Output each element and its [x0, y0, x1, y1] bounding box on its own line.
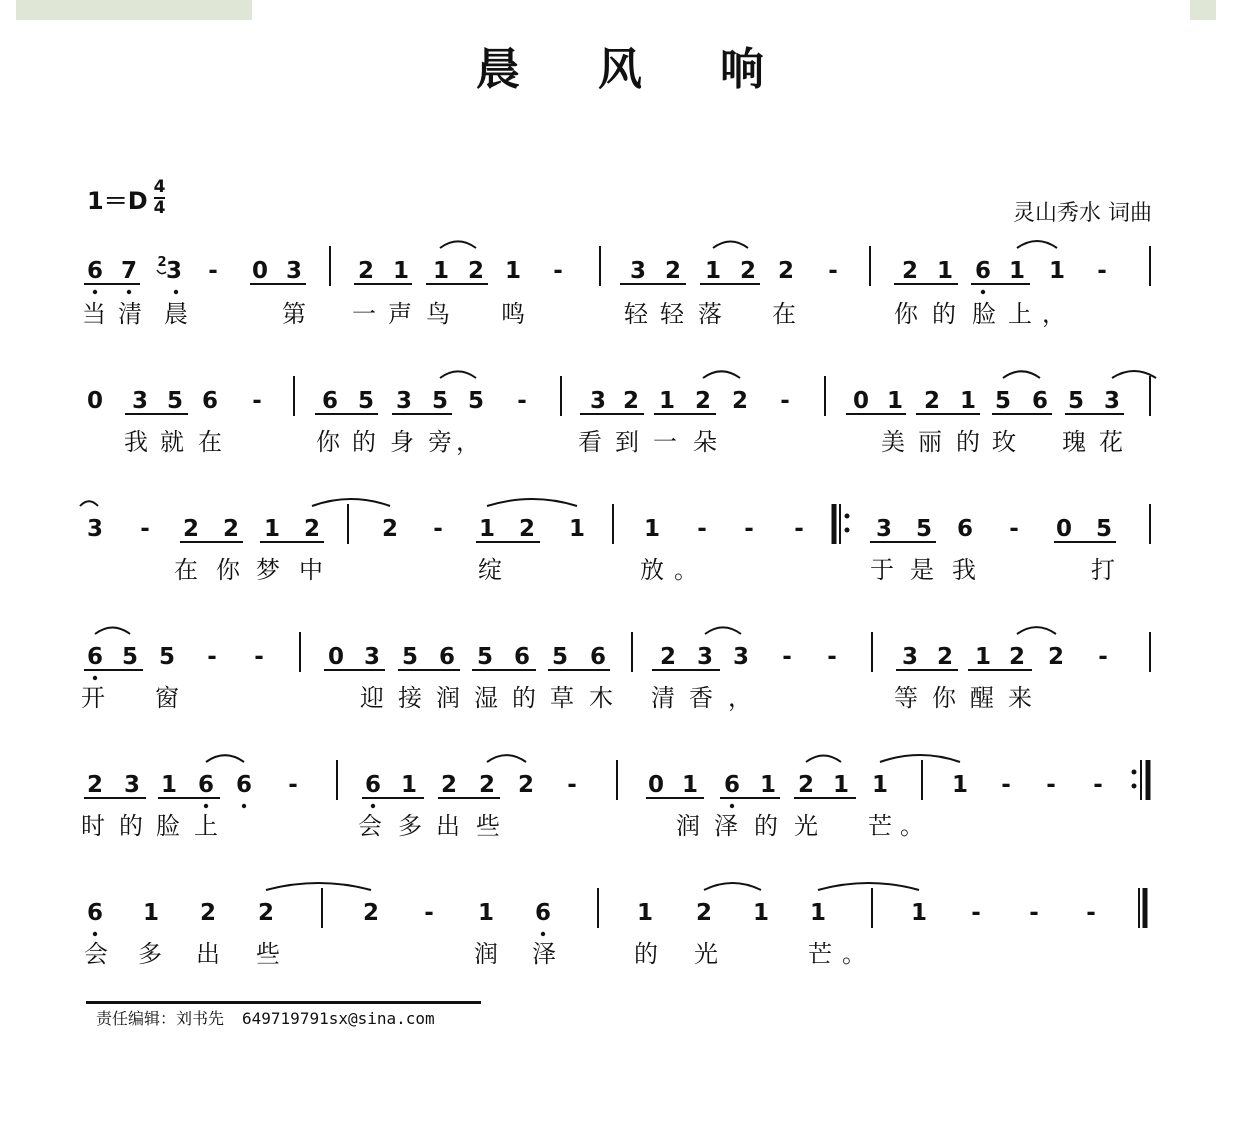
note-digit: 3 — [131, 388, 149, 414]
note-dash: - — [207, 644, 217, 670]
key-label: 1＝D — [87, 186, 148, 215]
tie-arc — [880, 755, 960, 762]
note-digit: 2 — [901, 258, 919, 284]
low-octave-dot — [204, 804, 208, 808]
note-digit: 0 — [1055, 516, 1073, 542]
lyric-char: 清 — [118, 300, 142, 328]
note-dash: - — [553, 258, 563, 284]
lyric-char: ， — [1042, 300, 1066, 328]
note-digit: 2 — [182, 516, 200, 542]
lyric-char: 光 — [694, 940, 718, 968]
lyric-char: 开 — [81, 684, 105, 712]
lyric-char: 在 — [174, 556, 198, 584]
note-dash: - — [697, 516, 707, 542]
lyric-char: ， — [456, 428, 480, 456]
note-digit: 5 — [401, 644, 419, 670]
lyric-char: 。 — [674, 556, 698, 584]
note-digit: 2 — [777, 258, 795, 284]
note-digit: 2 — [357, 258, 375, 284]
editor-credit — [96, 1006, 435, 1029]
lyric-char: 湿 — [474, 684, 498, 712]
lyric-char: 上 — [1008, 300, 1032, 328]
note-digit: 0 — [327, 644, 345, 670]
tie-arc — [487, 755, 526, 762]
lyric-char: 当 — [82, 300, 106, 328]
note-digit: 1 — [643, 516, 661, 542]
note-dash: - — [1046, 772, 1056, 798]
lyric-char: 瑰 — [1062, 428, 1086, 456]
note-digit: 3 — [629, 258, 647, 284]
lyric-char: 。 — [900, 812, 924, 840]
lyric-char: 玫 — [992, 428, 1016, 456]
lyric-char: 会 — [84, 940, 108, 968]
tie-arc — [704, 883, 761, 890]
note-dash: - — [252, 388, 262, 414]
note-digit: 2 — [797, 772, 815, 798]
lyric-char: 轻 — [624, 300, 648, 328]
lyric-char: 朵 — [693, 428, 717, 456]
repeat-dot — [1132, 770, 1137, 775]
note-digit: 1 — [951, 772, 969, 798]
lyric-char: 润 — [676, 812, 700, 840]
lyric-char: 就 — [160, 428, 184, 456]
note-digit: 1 — [263, 516, 281, 542]
note-dash: - — [828, 258, 838, 284]
note-digit: 6 — [86, 900, 104, 926]
tie-arc — [206, 755, 244, 762]
note-digit: 0 — [86, 388, 104, 414]
lyric-char: 你 — [316, 428, 340, 456]
repeat-dot — [845, 514, 850, 519]
lyric-char: 在 — [772, 300, 796, 328]
note-digit: 2 — [923, 388, 941, 414]
note-digit: 5 — [158, 644, 176, 670]
lyric-char: 到 — [615, 428, 639, 456]
note-digit: 1 — [809, 900, 827, 926]
note-digit: 3 — [395, 388, 413, 414]
lyric-char: 的 — [956, 428, 980, 456]
note-digit: 2 — [199, 900, 217, 926]
lyric-char: 多 — [138, 940, 162, 968]
lyric-char: 放 — [640, 556, 664, 584]
note-dash: - — [567, 772, 577, 798]
note-dash: - — [1086, 900, 1096, 926]
note-digit: 2 — [467, 258, 485, 284]
lyric-char: 芒 — [868, 812, 892, 840]
lyric-char: 声 — [388, 300, 412, 328]
note-digit: 1 — [400, 772, 418, 798]
note-digit: 1 — [871, 772, 889, 798]
lyric-char: 的 — [754, 812, 778, 840]
footer-rule — [86, 1001, 481, 1004]
note-digit: 5 — [467, 388, 485, 414]
tie-arc — [818, 883, 919, 890]
low-octave-dot — [242, 804, 246, 808]
lyric-char: 脸 — [156, 812, 180, 840]
lyric-char: 润 — [474, 940, 498, 968]
note-digit: 2 — [1047, 644, 1065, 670]
note-digit: 3 — [86, 516, 104, 542]
note-digit: 6 — [956, 516, 974, 542]
lyric-char: 是 — [910, 556, 934, 584]
note-digit: 1 — [959, 388, 977, 414]
note-digit: 1 — [636, 900, 654, 926]
note-digit: 6 — [723, 772, 741, 798]
time-signature-top: 4 — [153, 177, 166, 197]
lyric-char: 于 — [870, 556, 894, 584]
note-digit: 3 — [285, 258, 303, 284]
note-digit: 2 — [222, 516, 240, 542]
note-digit: 3 — [363, 644, 381, 670]
tie-arc — [703, 371, 740, 378]
note-digit: 6 — [86, 258, 104, 284]
lyric-char: 润 — [436, 684, 460, 712]
note-digit: 3 — [696, 644, 714, 670]
note-digit: 2 — [695, 900, 713, 926]
note-dash: - — [794, 516, 804, 542]
note-digit: 5 — [121, 644, 139, 670]
repeat-dot — [1132, 784, 1137, 789]
lyric-char: ， — [728, 684, 752, 712]
lyric-char: 脸 — [972, 300, 996, 328]
note-dash: - — [424, 900, 434, 926]
note-digit: 6 — [364, 772, 382, 798]
note-digit: 2 — [478, 772, 496, 798]
note-digit: 5 — [431, 388, 449, 414]
note-dash: - — [208, 258, 218, 284]
note-digit: 1 — [658, 388, 676, 414]
note-digit: 1 — [142, 900, 160, 926]
note-digit: 5 — [476, 644, 494, 670]
lyric-char: 香 — [689, 684, 713, 712]
note-digit: 1 — [568, 516, 586, 542]
note-digit: 2 — [622, 388, 640, 414]
lyric-char: 一 — [352, 300, 376, 328]
lyric-char: 的 — [352, 428, 376, 456]
lyric-char: 晨 — [164, 300, 188, 328]
note-digit: 2 — [731, 388, 749, 414]
lyric-char: 鸣 — [501, 300, 525, 328]
editor-email: 649719791sx@sina.com — [242, 1009, 435, 1028]
note-digit: 6 — [86, 644, 104, 670]
note-digit: 6 — [589, 644, 607, 670]
note-digit: 1 — [886, 388, 904, 414]
note-digit: 1 — [432, 258, 450, 284]
tie-arc — [80, 501, 98, 506]
note-digit: 5 — [1095, 516, 1113, 542]
lyric-char: 来 — [1008, 684, 1032, 712]
note-digit: 2 — [936, 644, 954, 670]
time-signature-bottom: 4 — [153, 198, 166, 218]
lyric-char: 些 — [476, 812, 500, 840]
note-digit: 2 — [517, 772, 535, 798]
tie-arc — [487, 499, 577, 506]
note-dash: - — [1009, 516, 1019, 542]
lyric-char: 身 — [390, 428, 414, 456]
lyric-char: 绽 — [478, 556, 502, 584]
editor-label: 责任编辑：刘书先 — [96, 1009, 225, 1028]
note-digit: 1 — [392, 258, 410, 284]
note-digit: 6 — [197, 772, 215, 798]
repeat-dot — [845, 528, 850, 533]
note-dash: - — [254, 644, 264, 670]
note-digit: 6 — [534, 900, 552, 926]
note-digit: 3 — [732, 644, 750, 670]
note-digit: 6 — [513, 644, 531, 670]
note-digit: 6 — [974, 258, 992, 284]
lyric-char: 的 — [119, 812, 143, 840]
lyric-char: 轻 — [660, 300, 684, 328]
lyric-char: 你 — [894, 300, 918, 328]
note-digit: 5 — [357, 388, 375, 414]
song-title: 晨风响 — [476, 44, 842, 95]
lyric-char: 草 — [550, 684, 574, 712]
tie-arc — [713, 242, 748, 249]
lyric-char: 梦 — [256, 556, 280, 584]
note-digit: 1 — [704, 258, 722, 284]
note-digit: 0 — [647, 772, 665, 798]
tie-arc — [440, 371, 476, 378]
lyric-char: 中 — [299, 556, 323, 584]
lyric-char: 清 — [651, 684, 675, 712]
note-digit: 3 — [165, 258, 183, 284]
tie-arc — [806, 756, 841, 763]
lyric-char: 你 — [932, 684, 956, 712]
lyric-char: 的 — [634, 940, 658, 968]
tie-arc — [1017, 627, 1056, 634]
tie-arc — [95, 628, 130, 635]
note-digit: 2 — [1008, 644, 1026, 670]
note-digit: 3 — [123, 772, 141, 798]
note-digit: 5 — [166, 388, 184, 414]
note-digit: 2 — [303, 516, 321, 542]
lyric-char: 出 — [196, 940, 220, 968]
note-digit: 6 — [438, 644, 456, 670]
note-digit: 1 — [1048, 258, 1066, 284]
note-digit: 1 — [681, 772, 699, 798]
note-digit: 5 — [551, 644, 569, 670]
lyric-char: 在 — [198, 428, 222, 456]
note-dash: - — [782, 644, 792, 670]
lyric-char: 些 — [256, 940, 280, 968]
note-digit: 3 — [875, 516, 893, 542]
lyric-char: 光 — [794, 812, 818, 840]
note-digit: 6 — [201, 388, 219, 414]
note-digit: 2 — [86, 772, 104, 798]
lyric-char: 泽 — [714, 812, 738, 840]
lyric-char: 一 — [653, 428, 677, 456]
lyric-char: 看 — [578, 428, 602, 456]
note-digit: 1 — [478, 516, 496, 542]
note-digit: 2 — [739, 258, 757, 284]
tie-arc — [266, 883, 371, 890]
lyric-char: 时 — [81, 812, 105, 840]
note-digit: 2 — [664, 258, 682, 284]
note-dash: - — [971, 900, 981, 926]
grace-note-slur — [157, 270, 166, 274]
note-dash: - — [780, 388, 790, 414]
lyric-char: 上 — [194, 812, 218, 840]
lyric-char: 你 — [216, 556, 240, 584]
note-digit: 6 — [1031, 388, 1049, 414]
note-digit: 2 — [518, 516, 536, 542]
grace-note: 2 — [157, 255, 167, 270]
note-digit: 3 — [901, 644, 919, 670]
note-digit: 1 — [504, 258, 522, 284]
lyric-char: 多 — [398, 812, 422, 840]
lyric-char: 醒 — [970, 684, 994, 712]
lyric-char: 泽 — [532, 940, 556, 968]
lyric-char: 第 — [282, 300, 306, 328]
note-digit: 2 — [440, 772, 458, 798]
note-dash: - — [827, 644, 837, 670]
lyric-char: 丽 — [918, 428, 942, 456]
note-digit: 1 — [759, 772, 777, 798]
note-dash: - — [1001, 772, 1011, 798]
lyric-char: 迎 — [360, 684, 384, 712]
note-dash: - — [433, 516, 443, 542]
note-dash: - — [517, 388, 527, 414]
note-digit: 7 — [120, 258, 138, 284]
low-octave-dot — [127, 290, 131, 294]
lyric-char: 出 — [436, 812, 460, 840]
low-octave-dot — [93, 932, 97, 936]
lyric-char: 的 — [512, 684, 536, 712]
tie-arc — [312, 499, 390, 506]
low-octave-dot — [541, 932, 545, 936]
tie-arc — [705, 627, 741, 634]
lyric-char: 打 — [1091, 556, 1115, 584]
note-digit: 1 — [752, 900, 770, 926]
note-digit: 2 — [694, 388, 712, 414]
note-digit: 0 — [251, 258, 269, 284]
lyric-char: 旁 — [428, 428, 452, 456]
tie-arc — [440, 241, 476, 248]
note-digit: 1 — [1008, 258, 1026, 284]
note-dash: - — [288, 772, 298, 798]
low-octave-dot — [174, 290, 178, 294]
note-digit: 2 — [381, 516, 399, 542]
low-octave-dot — [981, 290, 985, 294]
note-digit: 1 — [832, 772, 850, 798]
lyric-char: 等 — [894, 684, 918, 712]
tie-arc — [1017, 241, 1057, 248]
low-octave-dot — [371, 804, 375, 808]
note-digit: 5 — [915, 516, 933, 542]
composer-credit: 灵山秀水 词曲 — [1013, 201, 1152, 226]
lyric-char: 芒 — [808, 940, 832, 968]
note-digit: 6 — [235, 772, 253, 798]
note-digit: 6 — [321, 388, 339, 414]
lyric-char: 落 — [698, 300, 722, 328]
lyric-char: 。 — [842, 940, 866, 968]
note-dash: - — [1093, 772, 1103, 798]
low-octave-dot — [93, 676, 97, 680]
note-digit: 2 — [362, 900, 380, 926]
lyric-char: 会 — [358, 812, 382, 840]
lyric-char: 接 — [398, 684, 422, 712]
note-digit: 3 — [589, 388, 607, 414]
low-octave-dot — [730, 804, 734, 808]
lyric-char: 窗 — [155, 684, 179, 712]
tie-arc — [1003, 371, 1040, 378]
note-digit: 1 — [160, 772, 178, 798]
note-digit: 2 — [659, 644, 677, 670]
lyric-char: 我 — [952, 556, 976, 584]
note-digit: 5 — [994, 388, 1012, 414]
note-digit: 5 — [1067, 388, 1085, 414]
note-dash: - — [1098, 644, 1108, 670]
note-digit: 1 — [936, 258, 954, 284]
note-dash: - — [1097, 258, 1107, 284]
lyric-char: 的 — [932, 300, 956, 328]
lyric-char: 木 — [589, 684, 613, 712]
note-dash: - — [744, 516, 754, 542]
note-digit: 3 — [1103, 388, 1121, 414]
note-dash: - — [1029, 900, 1039, 926]
lyric-char: 我 — [124, 428, 148, 456]
lyric-char: 美 — [881, 428, 905, 456]
lyric-char: 鸟 — [426, 300, 450, 328]
note-digit: 0 — [852, 388, 870, 414]
note-dash: - — [140, 516, 150, 542]
lyric-char: 花 — [1099, 428, 1123, 456]
note-digit: 1 — [974, 644, 992, 670]
note-digit: 2 — [257, 900, 275, 926]
note-digit: 1 — [477, 900, 495, 926]
note-digit: 1 — [910, 900, 928, 926]
low-octave-dot — [93, 290, 97, 294]
